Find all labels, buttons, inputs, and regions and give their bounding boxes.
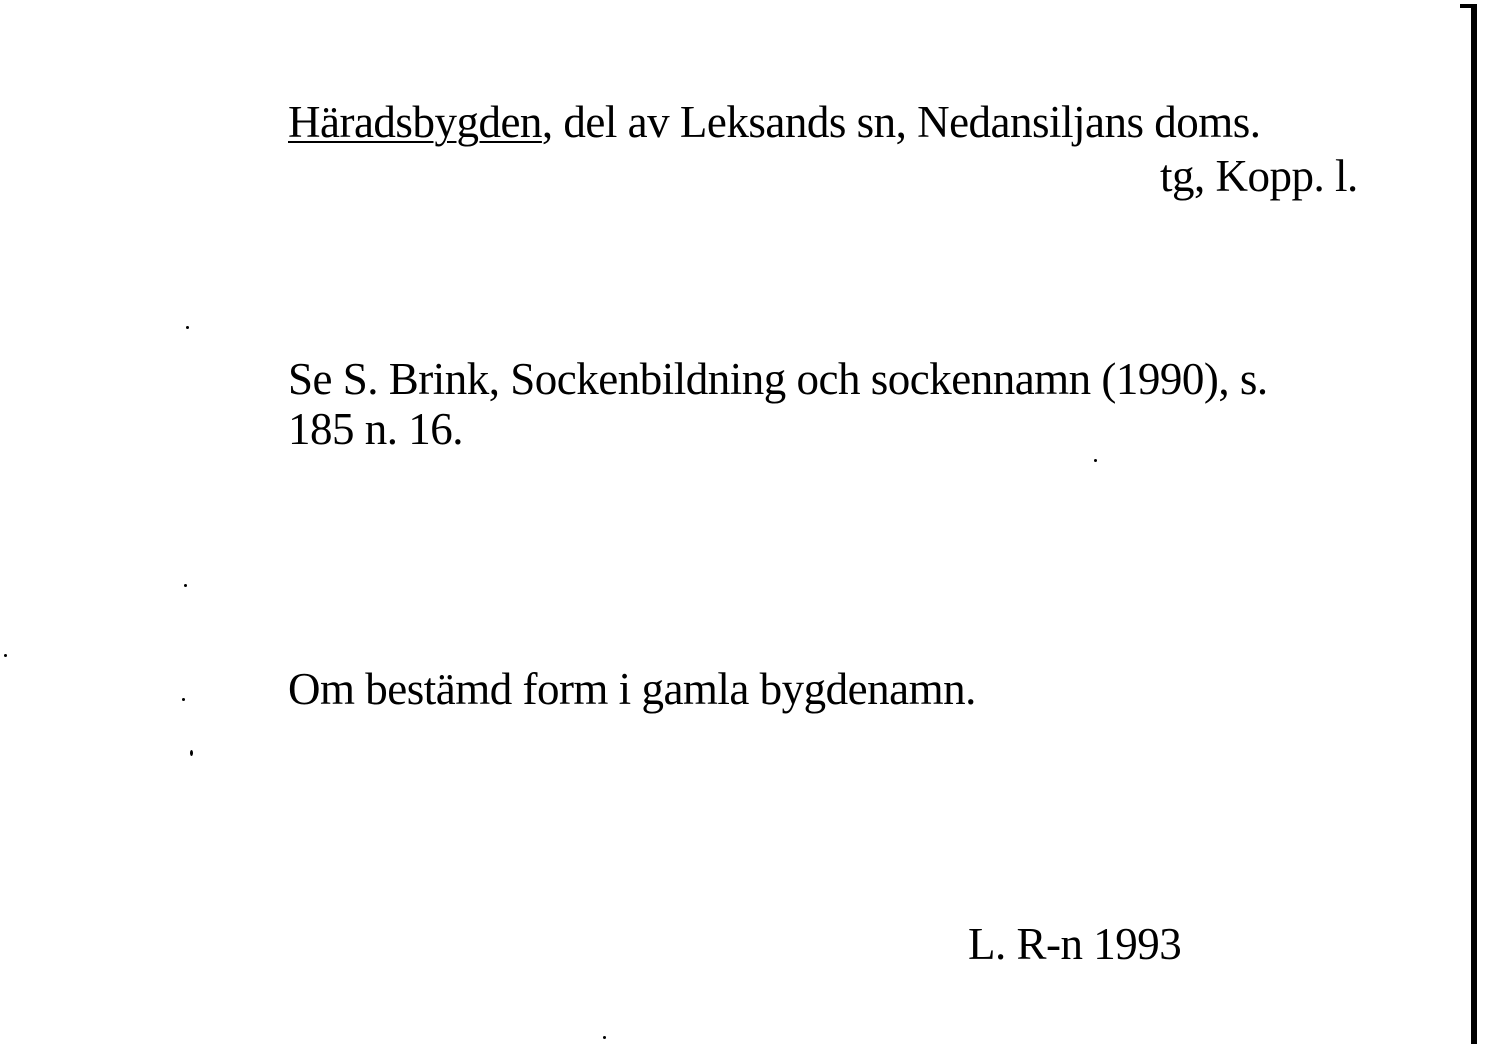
scan-speck bbox=[182, 698, 185, 701]
note-line: Om bestämd form i gamla bygdenamn. bbox=[288, 664, 976, 714]
scan-speck bbox=[1094, 459, 1097, 462]
entry-line-1-rest: , del av Leksands sn, Nedansiljans doms. bbox=[541, 97, 1261, 147]
reference-line-2: 185 n. 16. bbox=[288, 404, 463, 454]
scan-speck bbox=[603, 1036, 606, 1039]
entry-line-2: tg, Kopp. l. bbox=[1160, 151, 1358, 201]
scan-speck bbox=[190, 750, 193, 756]
scan-speck bbox=[4, 654, 7, 657]
headword: Häradsbygden bbox=[288, 97, 542, 147]
reference-line-1: Se S. Brink, Sockenbildning och sockennamn (1990), s. bbox=[288, 354, 1268, 404]
card-right-edge bbox=[1471, 4, 1477, 1044]
signature: L. R-n 1993 bbox=[968, 919, 1182, 969]
scan-speck bbox=[186, 326, 189, 329]
scan-speck bbox=[184, 584, 187, 587]
entry-line-1 bbox=[288, 98, 1261, 146]
